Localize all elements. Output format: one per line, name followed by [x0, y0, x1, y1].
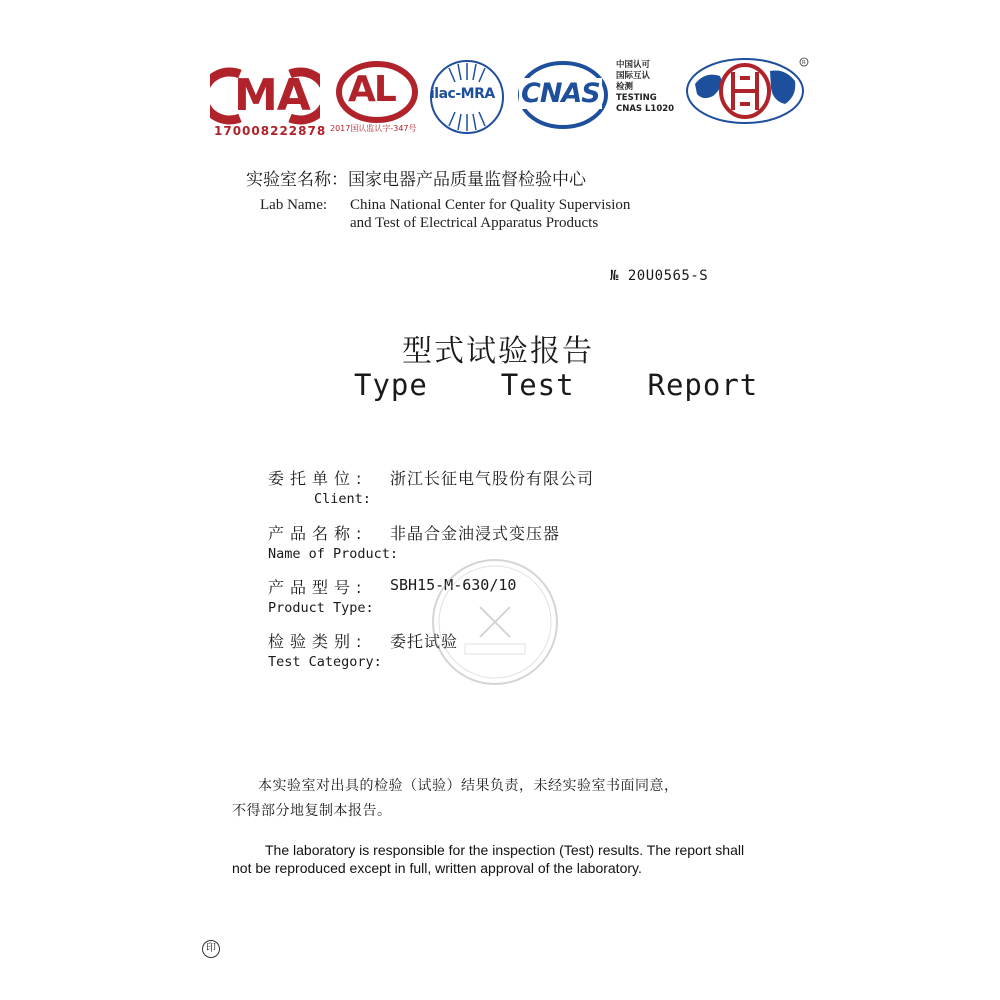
field-client-value: 浙江长征电气股份有限公司: [390, 469, 595, 488]
lab-name-en-row: [246, 194, 766, 214]
notice-cn-line-2: 不得部分地复制本报告。: [232, 803, 392, 819]
field-product-type-label-en: Product Type:: [268, 600, 374, 616]
footer-mark: [202, 940, 220, 958]
field-product-name-label-cn: 产品名称:: [268, 524, 368, 543]
field-product-name-value: 非晶合金油浸式变压器: [390, 524, 561, 543]
cnas-logo: [517, 60, 609, 130]
globe-emblem-logo: [685, 56, 810, 126]
field-test-category-label-en: Test Category:: [268, 654, 382, 670]
cma-cert-number: 170008222878: [214, 124, 327, 138]
report-number: № 20U0565-S: [610, 268, 709, 284]
field-product-name-label-en: Name of Product:: [268, 546, 399, 562]
field-client-label-cn: 委托单位:: [268, 469, 368, 488]
field-test-category-label-cn: 检验类别:: [268, 632, 368, 651]
testing-line-4: TESTING: [616, 93, 657, 103]
official-seal-stamp-icon: [425, 552, 565, 692]
lab-name-en-line2: and Test of Electrical Apparatus Products: [350, 215, 599, 231]
globe-emblem-icon: [685, 56, 810, 126]
svg-text:R: R: [802, 60, 806, 66]
lab-name-section: [246, 165, 766, 232]
lab-label-cn: 实验室名称：: [246, 170, 348, 190]
lab-name-cn-row: [246, 165, 766, 190]
report-title-en: Type Test Report: [354, 368, 759, 402]
testing-line-3: 检测: [616, 82, 634, 92]
field-test-category-value: 委托试验: [390, 632, 459, 651]
ilac-text: ilac-MRA: [430, 86, 495, 102]
cal-logo: [330, 60, 425, 140]
report-title-cn: 型式试验报告: [402, 334, 594, 369]
notice-en-line-1: The laboratory is responsible for the inspection (Test) results. The report shall: [265, 842, 745, 858]
notice-en-line-2: not be reproduced except in full, written approval of the laboratory.: [232, 860, 642, 876]
footer-mark-text: 印: [206, 943, 216, 954]
cma-logo: [210, 66, 327, 142]
field-client-label-en: Client:: [314, 491, 371, 507]
testing-line-2: 国际互认: [616, 71, 651, 81]
ilac-mra-logo: [428, 58, 506, 136]
cal-text: AL: [348, 69, 395, 110]
field-product-type-value: SBH15-M-630/10: [390, 576, 517, 594]
field-product-type-label-cn: 产品型号:: [268, 578, 368, 597]
testing-line-5: CNAS L1020: [616, 104, 675, 114]
cnas-text: CNAS: [521, 78, 600, 109]
lab-label-en: Lab Name:: [260, 197, 328, 213]
field-client: [268, 466, 688, 521]
lab-name-cn: 国家电器产品质量监督检验中心: [348, 170, 586, 190]
cma-text: MA: [234, 70, 310, 121]
cal-cert-number: 2017国认监认字-347号: [330, 124, 417, 133]
testing-line-1: 中国认可: [616, 60, 651, 70]
notice-cn-line-1: 本实验室对出具的检验（试验）结果负责，未经实验室书面同意，: [258, 778, 679, 794]
testing-accreditation-block: [616, 60, 688, 115]
lab-name-en-line1: China National Center for Quality Supervision: [350, 197, 631, 213]
